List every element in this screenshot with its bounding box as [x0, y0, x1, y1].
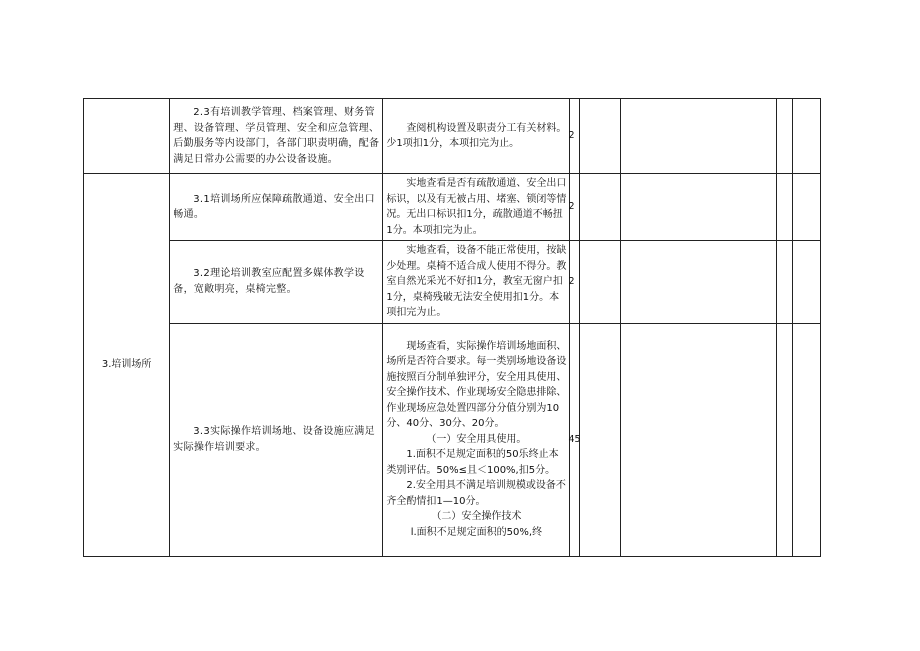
method-cell — [383, 99, 570, 174]
table-row — [84, 99, 821, 174]
method-paragraph: l.面积不足规定面积的50%,终 — [410, 526, 543, 538]
item-cell: 3.3实际操作培训场地、设备设施应满足实际操作培训要求。 — [170, 323, 383, 556]
method-paragraph: 实地查看，设备不能正常使用，按缺少处理。桌椅不适合成人使用不得分。教室自然光采光不好扣1分，教室无窗户扣1分，桌椅残破无法安全使用扣1分。本项扣完为止。 — [386, 245, 567, 318]
empty-cell — [621, 323, 777, 556]
area-cell: 3.培训场所 — [84, 174, 170, 557]
empty-cell — [792, 99, 820, 174]
method-paragraph: 现场查看，实际操作培训场地面积、场所是否符合要求。每一类别场地设备设施按照百分制单独评分，安全用具使用、安全操作技术、作业现场安全隐患排除、作业现场应急处置四部分分值分别为10分、40分、30分、20分。 — [386, 340, 567, 430]
table-row — [84, 323, 821, 556]
score-cell — [570, 174, 579, 241]
empty-cell — [777, 241, 793, 324]
empty-cell — [621, 174, 777, 241]
assessment-table — [83, 98, 821, 557]
empty-cell — [777, 99, 793, 174]
item-cell: 3.2理论培训教室应配置多媒体教学设备，宽敞明亮，桌椅完整。 — [170, 241, 383, 324]
method-paragraph: 查阅机构设置及职责分工有关材料。少1项扣1分，本项扣完为止。 — [386, 122, 567, 149]
empty-cell — [777, 323, 793, 556]
area-cell — [84, 99, 170, 174]
score-cell — [570, 241, 579, 324]
score-value: 2 — [568, 130, 575, 142]
method-subheading: （二）安全操作技术 — [431, 511, 522, 523]
method-cell — [383, 323, 570, 556]
empty-cell — [579, 323, 621, 556]
empty-cell — [621, 99, 777, 174]
empty-cell — [579, 99, 621, 174]
method-cell — [383, 241, 570, 324]
method-subheading: （一）安全用具使用。 — [426, 433, 527, 445]
table-row — [84, 241, 821, 324]
method-paragraph: 1.面积不足规定面积的50乐终止本类别评估。50%≤且＜100%,扣5分。 — [386, 449, 559, 476]
score-cell — [570, 323, 579, 556]
item-cell: 3.1培训场所应保障疏散通道、安全出口畅通。 — [170, 174, 383, 241]
score-cell — [570, 99, 579, 174]
method-paragraph: 实地查看是否有疏散通道、安全出口标识，以及有无被占用、堵塞、锁闭等情况。无出口标识扣1分，疏散通道不畅扭1分。本项扣完为止。 — [386, 178, 567, 236]
score-value: 2 — [568, 276, 575, 287]
empty-cell — [621, 241, 777, 324]
method-paragraph: 2.安全用具不满足培训规模或设备不齐全酌情扣1—10分。 — [386, 480, 566, 507]
table-row — [84, 174, 821, 241]
empty-cell — [579, 241, 621, 324]
score-value: 45 — [568, 433, 581, 445]
method-cell — [383, 174, 570, 241]
empty-cell — [792, 323, 820, 556]
empty-cell — [792, 174, 820, 241]
score-value: 2 — [568, 201, 575, 213]
item-cell: 2.3有培训教学管理、档案管理、财务管理、设备管理、学员管理、安全和应急管理、后勤服务等内设部门，各部门职责明确，配备满足日常办公需要的办公设备设施。 — [170, 99, 383, 174]
empty-cell — [792, 241, 820, 324]
empty-cell — [579, 174, 621, 241]
empty-cell — [777, 174, 793, 241]
